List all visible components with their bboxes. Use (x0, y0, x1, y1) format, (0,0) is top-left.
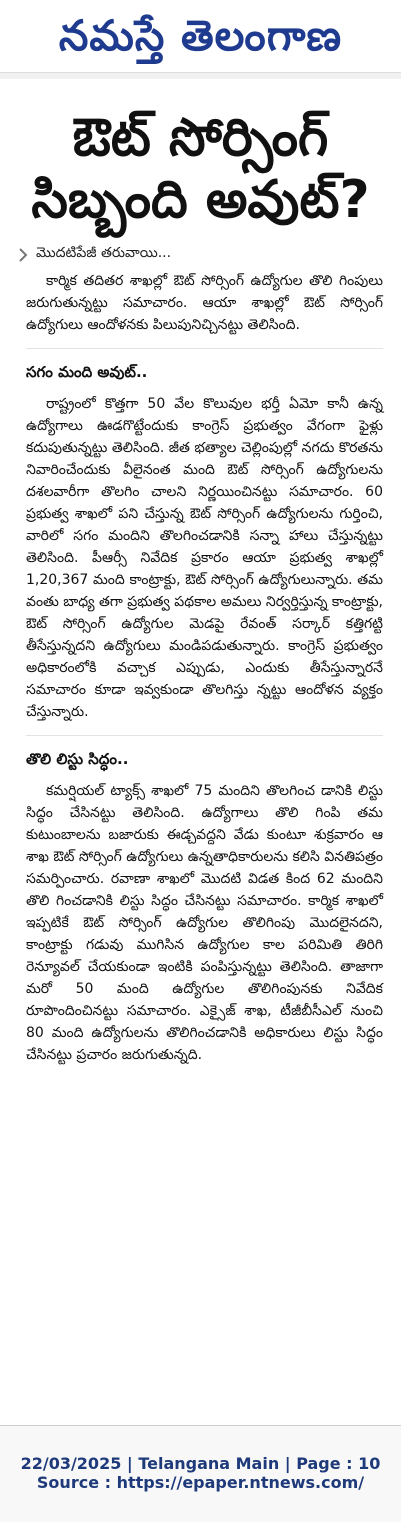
article-headline (0, 107, 401, 231)
headline-line-1: ఔట్ సోర్సింగ్ (72, 108, 329, 168)
subheading-half-out: సగం మంది అవుట్.. (26, 363, 148, 381)
section-divider (26, 348, 383, 349)
chevron-right-icon (18, 248, 28, 262)
headline-line-2: సిబ్బంది అవుట్? (31, 170, 370, 230)
intro-paragraph: కార్మిక తదితర శాఖల్లో ఔట్ సోర్సింగ్ ఉద్యోగుల తొలి గింపులు జరుగుతున్నట్టు సమాచారం. ఆయా శాఖల్లో ఔట్ సోర్సింగ్ ఉద్యోగులు ఆందోళనకు పిలుపునిచ్చినట్టు తెలిసింది. (26, 273, 383, 333)
newspaper-logo: నమస్తే తెలంగాణ (0, 0, 401, 73)
jump-text: మొదటిపేజీ తరువాయి... (36, 245, 172, 261)
footer-date-edition: 22/03/2025 | Telangana Main | Page : 10 (20, 1454, 381, 1473)
section-divider (26, 735, 383, 736)
masthead-separator (0, 73, 401, 79)
footer-source: Source : https://epaper.ntnews.com/ (36, 1473, 365, 1492)
continued-from-first-page (0, 245, 401, 264)
paragraph-1: రాష్ట్రంలో కొత్తగా 50 వేల కొలువుల భర్తీ ఏమో కానీ ఉన్న ఉద్యోగాలు ఊడగొట్టేందుకు కాంగ్రెస్ ప్రభుత్వం వేగంగా ఫైళ్లు కదుపుతున్నట్టు తెలిసింది. జీత భత్యాల చెల్లింపుల్లో నగదు కొరతను నివారించేందుకు వీలైనంత మంది ఔట్ సోర్సింగ్ ఉద్యోగులను దశలవారీగా తొలగిం చాలని నిర్ణయించినట్టు సమాచారం. 60 ప్రభుత్వ శాఖలో పని చేస్తున్న ఔట్ సోర్సింగ్ ఉద్యోగులను గుర్తించి, వారిలో సగం మందిని తొలగించడానికి సన్నా హాలు చేస్తున్నట్టు తెలిసింది. పీఆర్సీ నివేదిక ప్రకారం ఆయా ప్రభుత్వ శాఖల్లో 1,20,367 మంది కాంట్రాక్టు, ఔట్ సోర్సింగ్ ఉద్యోగులున్నారు. తమ వంతు బాధ్య తగా ప్రభుత్వ పథకాల అమలు నిర్వర్తిస్తున్న కాంట్రాక్టు, ఔట్ సోర్సింగ్ ఉద్యోగుల మెడపై రేవంత్ సర్కార్ కత్తిగట్టి తీసేస్తున్నదని ఉద్యోగులు మండిపడుతున్నారు. కాంగ్రెస్ ప్రభుత్వం అధికారంలోకి వచ్చాక ఎప్పుడు, ఎందుకు తీసేస్తున్నారనే సమాచారం కూడా ఇవ్వకుండా తొలగిస్తు న్నట్టు ఆందోళన వ్యక్తం చేస్తున్నారు. (26, 396, 383, 720)
subheading-first-list: తొలి లిస్టు సిద్ధం.. (26, 750, 129, 768)
page-footer (0, 1425, 401, 1522)
article-body (0, 270, 401, 1066)
paragraph-2: కమర్షియల్ ట్యాక్స్ శాఖలో 75 మందిని తొలగించ డానికి లిస్టు సిద్ధం చేసినట్టు తెలిసింది. ఉద్యోగాలు తొలి గింపి తమ కుటుంబాలను బజారుకు ఈడ్చవద్దని వేడు కుంటూ శుక్రవారం ఆ శాఖ ఔట్ సోర్సింగ్ ఉద్యోగులు ఉన్నతాధికారులను కలిసి వినతిపత్రం సమర్పించారు. రవాణా శాఖలో మొదటి విడత కింద 62 మందిని తొలి గించడానికి లిస్టు సిద్ధం చేసినట్టు సమాచారం. కార్మిక శాఖలో ఇప్పటికే ఔట్ సోర్సింగ్ ఉద్యోగుల తొలిగింపు మొదలైనదని, కాంట్రాక్టు గడువు ముగిసిన ఉద్యోగుల కాల పరిమితి తిరిగి రెన్యూవల్ చేయకుండా ఇంటికి పంపిస్తున్నట్టు తెలిసింది. తాజాగా మరో 50 మంది ఉద్యోగుల తొలిగింపునకు నివేదిక రూపొందించినట్టు సమాచారం. ఎక్సైజ్ శాఖ, టీజీబీసీఎల్ నుంచి 80 మంది ఉద్యోగులను తొలిగించడానికి అధికారులు లిస్టు సిద్ధం చేసినట్టు ప్రచారం జరుగుతున్నది. (26, 783, 383, 1063)
